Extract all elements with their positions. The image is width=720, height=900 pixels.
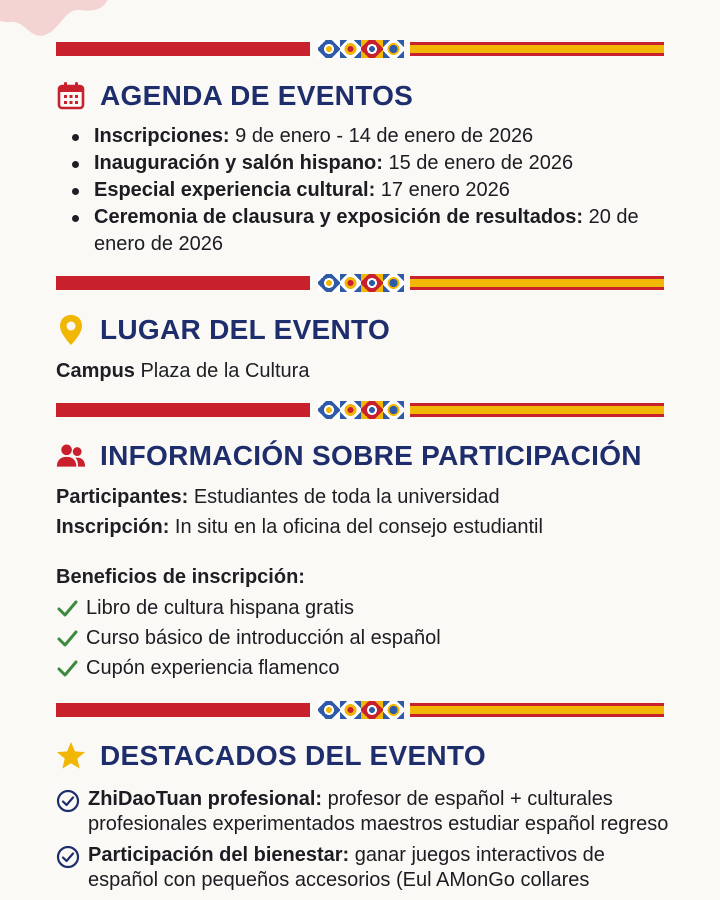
beneficios-list [56,593,441,683]
participacion-heading [56,440,642,472]
destacados-list [56,787,676,899]
talavera-tile [340,40,362,58]
list-item: Ceremonia de clausura y exposición de resultados: 20 de enero de 2026 [72,204,654,258]
tile-strip [318,701,404,719]
tile-strip [318,40,404,58]
list-item: Participación del bienestar: ganar juegos interactivos de español con pequeños accesorios (Eul AMonGo collares [56,843,676,893]
red-bar [56,42,310,56]
talavera-tile [383,401,405,419]
inscripcion-line: Inscripción: In situ en la oficina del consejo estudiantil [56,516,543,538]
tile-divider [56,701,664,719]
list-item: Curso básico de introducción al español [56,623,441,653]
flag-bar [410,42,664,56]
calendar-icon [56,81,86,111]
talavera-tile [361,274,383,292]
star-icon [56,741,86,771]
beneficios-title: Beneficios de inscripción: [56,566,305,588]
list-item: Libro de cultura hispana gratis [56,593,441,623]
talavera-tile [318,701,340,719]
check-icon [56,627,78,649]
list-item: Cupón experiencia flamenco [56,653,441,683]
agenda-heading [56,80,413,112]
section-title: INFORMACIÓN SOBRE PARTICIPACIÓN [100,440,642,471]
talavera-tile [361,701,383,719]
talavera-tile [361,401,383,419]
destacados-heading [56,740,486,772]
tile-strip [318,401,404,419]
talavera-tile [340,274,362,292]
tile-divider [56,40,664,58]
talavera-tile [318,401,340,419]
list-item: Inauguración y salón hispano: 15 de enero de 2026 [72,150,692,177]
talavera-tile [383,701,405,719]
tile-divider [56,401,664,419]
section-title: DESTACADOS DEL EVENTO [100,740,486,771]
list-item: Especial experiencia cultural: 17 enero 2026 [72,177,692,204]
people-icon [56,441,86,471]
tile-strip [318,274,404,292]
tile-divider [56,274,664,292]
lugar-text: Campus Plaza de la Cultura [56,360,310,382]
section-title: AGENDA DE EVENTOS [100,80,414,111]
list-item: ZhiDaoTuan profesional: profesor de español + culturales profesionales experimentados maestros estudiar español regreso [56,787,676,837]
participantes-line: Participantes: Estudiantes de toda la universidad [56,486,500,508]
talavera-tile [340,701,362,719]
location-pin-icon [56,315,86,345]
agenda-list [72,123,692,258]
lugar-heading [56,314,390,346]
talavera-tile [361,40,383,58]
circle-check-icon [56,789,80,813]
section-title: LUGAR DEL EVENTO [100,314,391,345]
talavera-tile [340,401,362,419]
talavera-tile [383,40,405,58]
talavera-tile [383,274,405,292]
check-icon [56,597,78,619]
circle-check-icon [56,845,80,869]
talavera-tile [318,274,340,292]
talavera-tile [318,40,340,58]
list-item: Inscripciones: 9 de enero - 14 de enero de 2026 [72,123,692,150]
check-icon [56,657,78,679]
